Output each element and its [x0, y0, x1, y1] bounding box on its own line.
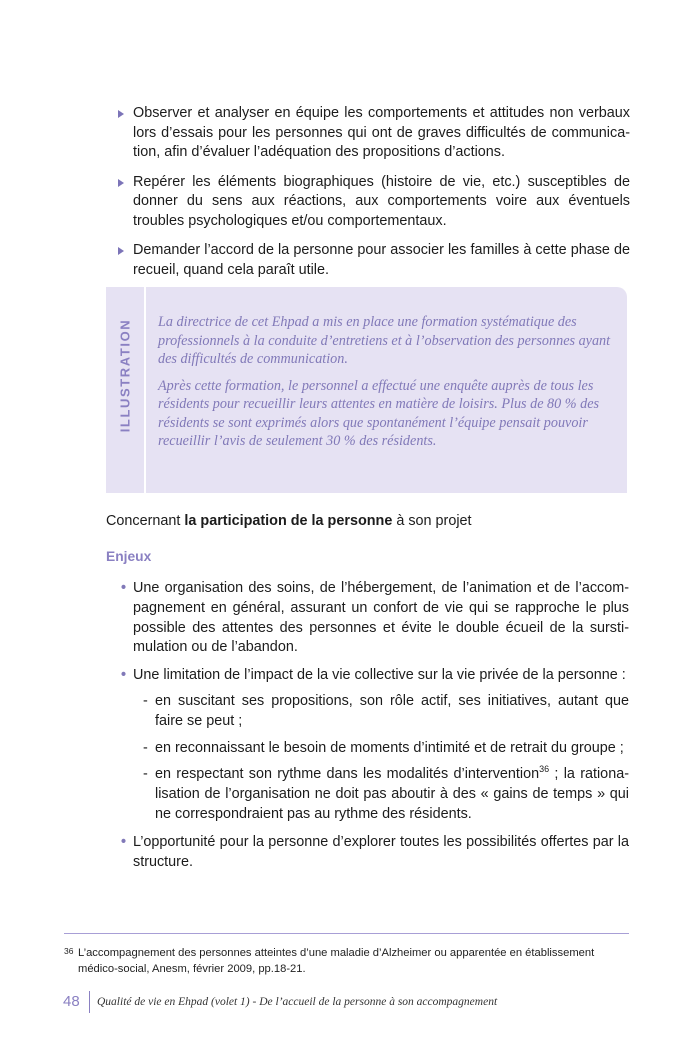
dash-bullet-icon: -	[143, 766, 148, 783]
section-heading-tail: à son projet	[392, 513, 472, 529]
section-heading	[106, 512, 626, 531]
footnote-reference: 36	[539, 764, 550, 775]
list-item	[118, 241, 630, 280]
recommendation-list	[118, 104, 630, 290]
dash-bullet-icon: -	[143, 692, 148, 709]
footnote	[64, 946, 629, 977]
dot-bullet-icon: •	[121, 667, 127, 684]
dash-bullet-icon: -	[143, 739, 148, 756]
list-item-text: Une organisation des soins, de l’hébergement, de l’animation et de l’accompagnement en général, assurant un confort de vie qui se rapproche le plus possible des attentes des personnes et évite le double écueil de la surstimulation ou de l’abandon.	[133, 580, 629, 656]
list-item-text: Repérer les éléments biographiques (histoire de vie, etc.) susceptibles de donner du sens aux réactions, aux comportements voire aux éventuels troubles psychologiques et/ou comportementaux.	[133, 173, 630, 229]
illustration-label: ILLUSTRATION	[117, 318, 133, 432]
illustration-divider	[144, 287, 146, 493]
enjeux-title: Enjeux	[106, 549, 152, 564]
footnote-divider	[64, 933, 629, 934]
illustration-paragraph: Après cette formation, le personnel a effectué une enquête auprès de tous les résidents pour recueillir leurs attentes en matière de loisirs. Plus de 80 % des résidents se sont exprimés alors que spontanément l’équipe pensait pouvoir recueillir l’avis de seulement 30 % des résidents.	[158, 377, 600, 449]
list-item-text: Demander l’accord de la personne pour associer les familles à cette phase de recueil, quand cela paraît utile.	[133, 242, 630, 278]
list-item-text: Observer et analyser en équipe les comportements et attitudes non verbaux lors d’essais pour les personnes qui ont de graves difficultés de communication, afin d’évaluer l’adéquation des propositions d’actions.	[133, 105, 630, 160]
illustration-tab	[106, 287, 144, 493]
illustration-text	[158, 313, 613, 459]
sub-list-item-text: en respectant son rythme dans les modalités d’intervention	[155, 766, 540, 783]
dot-bullet-icon: •	[121, 580, 127, 596]
sub-list-item-text: en suscitant ses propositions, son rôle actif, ses initiatives, autant que faire se peut ;	[155, 692, 629, 729]
sub-list-item	[133, 765, 629, 824]
sub-list-item	[133, 739, 629, 759]
footnote-number: 36	[64, 946, 74, 956]
triangle-bullet-icon	[118, 247, 124, 255]
list-item	[118, 173, 630, 232]
sub-list	[133, 692, 629, 825]
running-footer-title: Qualité de vie en Ehpad (volet 1) - De l’accueil de la personne à son accompagnement	[97, 996, 498, 1008]
footer-divider	[89, 991, 90, 1013]
triangle-bullet-icon	[118, 110, 124, 118]
triangle-bullet-icon	[118, 179, 124, 187]
section-heading-bold: la participation de la personne	[184, 513, 393, 529]
sub-list-item	[133, 692, 629, 732]
list-item-text: Une limitation de l’impact de la vie collective sur la vie privée de la personne :	[133, 667, 626, 684]
list-item-text: L’opportunité pour la personne d’explorer toutes les possibilités offertes par la structure.	[133, 833, 629, 870]
list-item	[121, 833, 629, 873]
enjeux-list	[121, 579, 629, 880]
sub-list-item-text-continued: ; la rationalisation de l’organisation ne doit pas aboutir à des « gains de temps » qui ne correspondraient pas au rythme des résidents.	[155, 766, 629, 822]
illustration-paragraph: La directrice de cet Ehpad a mis en place une formation systématique des professionnels à la conduite d’entretiens et à l’observation des personnes ayant des difficultés de communication.	[158, 314, 611, 367]
illustration-box	[106, 287, 627, 493]
sub-list-item-text: en reconnaissant le besoin de moments d’intimité et de retrait du groupe ;	[155, 739, 624, 756]
page-number: 48	[63, 993, 80, 1010]
section-heading-lead: Concernant	[106, 513, 185, 529]
list-item	[118, 104, 630, 163]
list-item	[121, 579, 629, 658]
dot-bullet-icon: •	[121, 833, 127, 850]
list-item	[121, 666, 629, 825]
footnote-text: L’accompagnement des personnes atteintes d’une maladie d’Alzheimer ou apparentée en établissement médico-social, Anesm, février 2009, pp.18-21.	[78, 947, 595, 975]
